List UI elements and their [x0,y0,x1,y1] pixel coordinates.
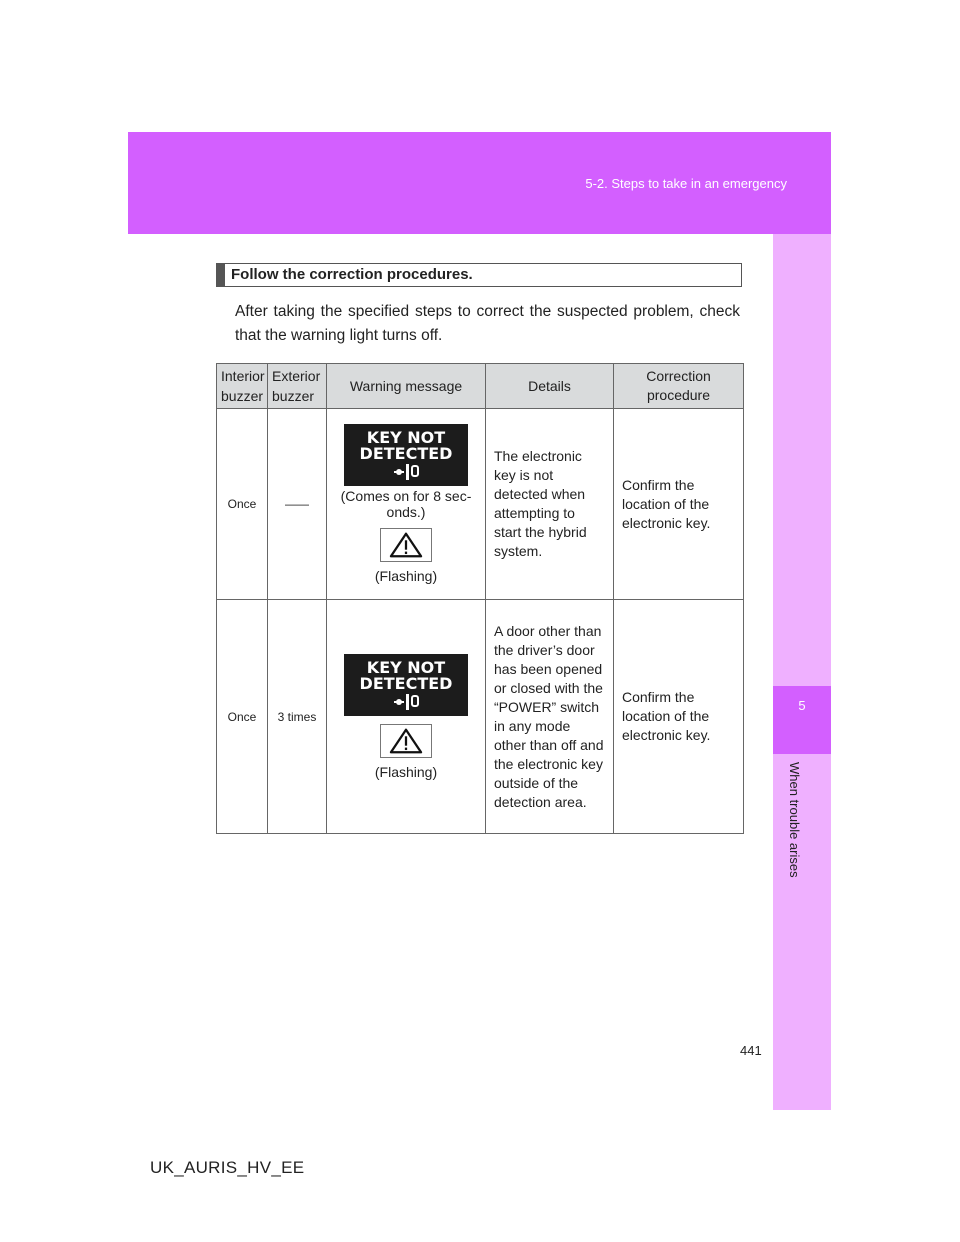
flashing-caption: (Flashing) [374,763,438,780]
table-row [217,600,744,834]
key-not-detected-display [344,424,468,486]
section-title: 5-2. Steps to take in an emergency [585,176,787,191]
svg-text:DETECTED: DETECTED [359,444,453,463]
header-exterior-buzzer: Exterior buzzer [268,364,327,409]
header-details: Details [486,364,614,409]
flashing-caption: (Flashing) [374,568,438,584]
header-warning-message: Warning message [327,364,486,409]
key-icon [394,464,418,480]
svg-text:KEY NOT: KEY NOT [366,428,446,447]
correction-cell: Confirm the location of the electronic key. [614,600,744,834]
heading-text: Follow the correction procedures. [231,266,473,283]
svg-text:DETECTED: DETECTED [359,673,453,693]
heading-bar [217,264,225,286]
header-correction: Correction procedure [614,364,744,409]
page-number: 441 [740,1043,762,1058]
correction-cell: Confirm the location of the electronic key. [614,409,744,600]
svg-text:KEY NOT: KEY NOT [366,657,446,677]
chapter-side-tab [773,234,831,1110]
warning-triangle-icon [380,528,432,562]
table-header-row [217,364,744,409]
key-not-detected-display [344,654,468,716]
procedure-heading [216,263,742,287]
warning-table [216,363,744,834]
warning-triangle-icon [380,724,432,758]
interior-buzzer-cell: Once [217,600,268,834]
footer-document-code: UK_AURIS_HV_EE [150,1158,305,1177]
exterior-buzzer-cell: 3 times [268,600,327,834]
warning-message-cell [327,409,486,600]
chapter-number: 5 [773,686,831,754]
details-cell: A door other than the driver’s door has been opened or closed with the “POWER” switch in any mode other than off and the electronic key outside of the detection area. [486,600,614,834]
header-band [128,132,831,234]
key-icon [394,694,418,710]
table-row [217,409,744,600]
intro-paragraph: After taking the specified steps to correct the suspected problem, check that the warning light turns off. [235,303,740,344]
header-interior-buzzer: Interior buzzer [217,364,268,409]
warning-message-cell [327,600,486,834]
interior-buzzer-cell: Once [217,409,268,600]
exterior-buzzer-cell: —— [268,409,327,600]
details-cell: The electronic key is not detected when attempting to start the hybrid system. [486,409,614,600]
chapter-label: When trouble arises [787,762,802,878]
display-caption: (Comes on for 8 sec-onds.) [340,488,472,520]
